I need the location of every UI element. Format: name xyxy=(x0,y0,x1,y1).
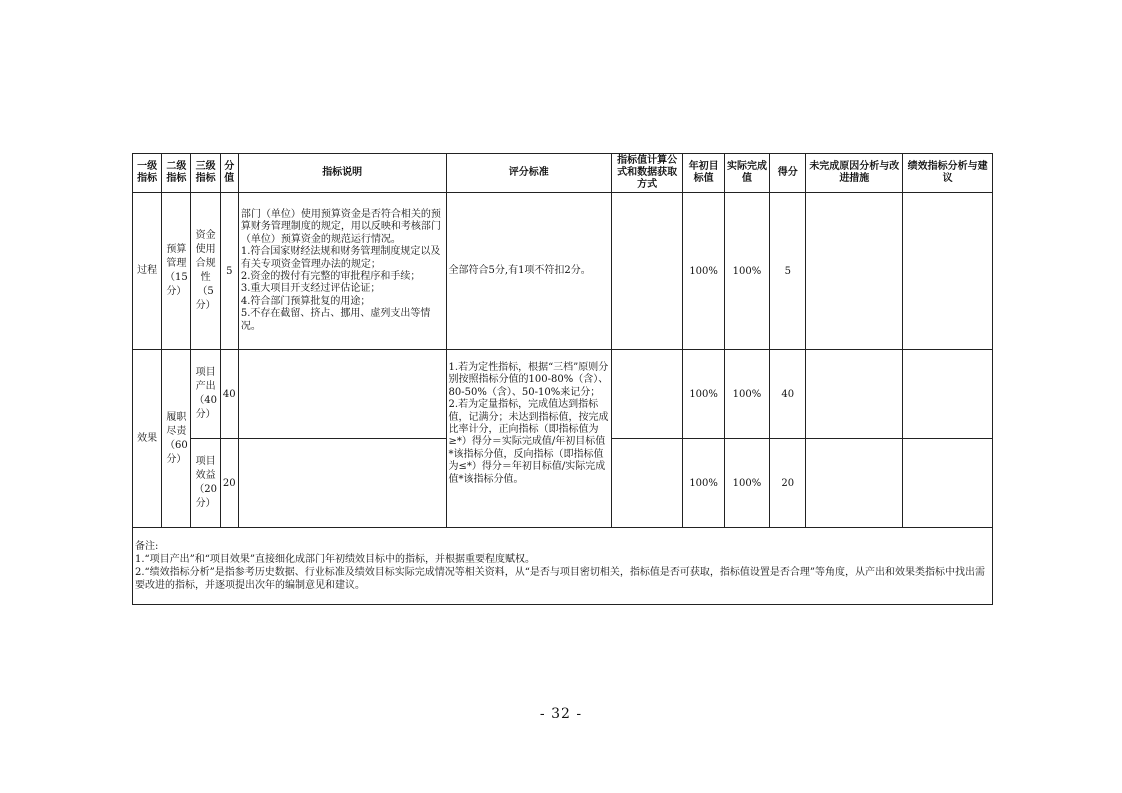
benefit-level3: 项目效益（20分） xyxy=(191,439,220,528)
header-score-value: 分值 xyxy=(220,154,238,193)
notes-line-1: 1.“项目产出”和“项目效果”直接细化成部门年初绩效目标中的指标，并根据重要程度赋权。 xyxy=(135,554,535,565)
output-formula xyxy=(611,350,683,439)
process-reason xyxy=(806,193,903,350)
output-target: 100% xyxy=(683,350,724,439)
header-description: 指标说明 xyxy=(238,154,446,193)
benefit-reason xyxy=(806,439,903,528)
notes-line-2: 2.“绩效指标分析”是指参考历史数据、行业标准及绩效目标实际完成情况等相关资料，从“是否与项目密切相关，指标值是否可获取，指标值设置是否合理”等角度，从产出和效果类指标中找出需要改进的指标，并逐项提出次年的编制意见和建议。 xyxy=(135,567,985,591)
process-level2: 预算管理（15分） xyxy=(162,193,191,350)
output-value: 40 xyxy=(220,350,238,439)
process-target: 100% xyxy=(683,193,724,350)
process-level1: 过程 xyxy=(133,193,162,350)
process-value: 5 xyxy=(220,193,238,350)
process-description: 部门（单位）使用预算资金是否符合相关的预算财务管理制度的规定，用以反映和考核部门（单位）预算资金的规范运行情况。 1.符合国家财经法规和财务管理制度规定以及有关专项资金管理办法的规定； 2.资金的拨付有完整的审批程序和手续； 3.重大项目开支经过评估论证； 4.符合部门预算批复的用途； 5.不存在截留、挤占、挪用、虚列支出等情况。 xyxy=(238,193,446,350)
effect-criteria: 1.若为定性指标，根据“三档”原则分别按照指标分值的100-80%（含）、80-50%（含）、50-10%来记分； 2.若为定量指标，完成值达到指标值，记满分；未达到指标值，按完成比率计分，正向指标（即指标值为≥*）得分＝实际完成值/年初目标值*该指标分值，反向指标（即指标值为≤*）得分＝年初目标值/实际完成值*该指标分值。 xyxy=(446,350,611,528)
process-actual: 100% xyxy=(724,193,769,350)
process-formula xyxy=(611,193,683,350)
output-analysis xyxy=(903,350,993,439)
header-level3: 三级指标 xyxy=(191,154,220,193)
output-score: 40 xyxy=(770,350,806,439)
header-reason: 未完成原因分析与改进措施 xyxy=(806,154,903,193)
performance-table xyxy=(132,153,993,605)
notes-row xyxy=(133,528,993,605)
benefit-value: 20 xyxy=(220,439,238,528)
output-actual: 100% xyxy=(724,350,769,439)
benefit-score: 20 xyxy=(770,439,806,528)
effect-level2: 履职尽责（60分） xyxy=(162,350,191,528)
header-analysis: 绩效指标分析与建议 xyxy=(903,154,993,193)
benefit-actual: 100% xyxy=(724,439,769,528)
header-level1: 一级指标 xyxy=(133,154,162,193)
header-row xyxy=(133,154,993,193)
benefit-formula xyxy=(611,439,683,528)
page-number: - 32 - xyxy=(539,706,583,722)
benefit-analysis xyxy=(903,439,993,528)
effect-level1: 效果 xyxy=(133,350,162,528)
header-level2: 二级指标 xyxy=(162,154,191,193)
header-formula: 指标值计算公式和数据获取方式 xyxy=(611,154,683,193)
process-level3: 资金使用合规性（5分） xyxy=(191,193,220,350)
notes-cell xyxy=(133,528,993,605)
output-level3: 项目产出（40分） xyxy=(191,350,220,439)
process-score: 5 xyxy=(770,193,806,350)
header-score: 得分 xyxy=(770,154,806,193)
header-target: 年初目标值 xyxy=(683,154,724,193)
table-row xyxy=(133,193,993,350)
header-actual: 实际完成值 xyxy=(724,154,769,193)
process-criteria: 全部符合5分,有1项不符扣2分。 xyxy=(446,193,611,350)
header-criteria: 评分标准 xyxy=(446,154,611,193)
process-analysis xyxy=(903,193,993,350)
output-description xyxy=(238,350,446,439)
benefit-target: 100% xyxy=(683,439,724,528)
output-reason xyxy=(806,350,903,439)
notes-title: 备注: xyxy=(135,541,159,552)
table-row xyxy=(133,350,993,439)
benefit-description xyxy=(238,439,446,528)
